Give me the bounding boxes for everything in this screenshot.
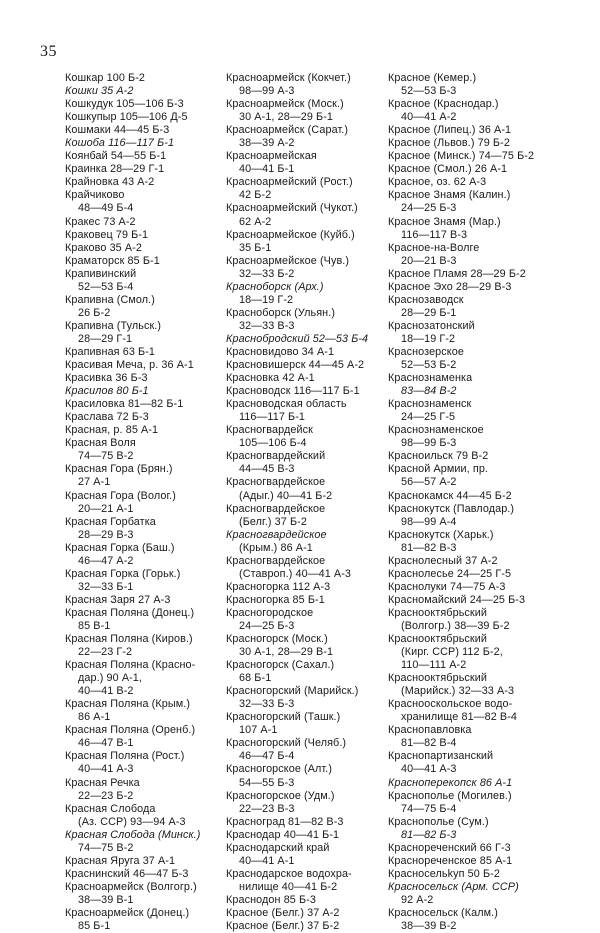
index-entry-continuation: (Волгогр.) 38—39 Б-2 (401, 619, 510, 632)
index-entry-continuation: (Аз. ССР) 93—94 А-3 (78, 815, 186, 828)
index-entry-continuation: 40—41 А-3 (401, 763, 457, 776)
index-entry-continuation: 32—33 В-3 (239, 319, 295, 332)
index-entry: Красноармейский (Рост.) (226, 176, 353, 189)
index-entry: Краснодарский край (226, 841, 330, 854)
index-entry: Краснореченское 85 А-1 (388, 854, 513, 867)
index-entry: Красное (Смол.) 26 А-1 (388, 163, 508, 176)
index-entry: Красноборск (Ульян.) (226, 306, 336, 319)
index-entry: Красная Слобода (65, 802, 156, 815)
index-entry-continuation: 48—49 Б-4 (78, 202, 134, 215)
index-entry: Краслава 72 Б-3 (65, 411, 149, 424)
index-entry-continuation: 30 А-1, 28—29 В-1 (239, 646, 334, 659)
index-entry: Краснолесный 37 А-2 (388, 554, 498, 567)
index-entry: Красногвардейское (226, 502, 326, 515)
index-entry: Красное Знамя (Мар.) (388, 215, 501, 228)
index-entry: Красная, р. 85 А-1 (65, 424, 159, 437)
index-entry: Красная Горка (Баш.) (65, 541, 175, 554)
index-entry: Красивая Меча, р. 36 А-1 (65, 359, 194, 372)
index-entry-continuation: 85 Б-1 (78, 920, 111, 933)
index-entry: Крапивная 63 Б-1 (65, 345, 156, 358)
index-entry: Краснополье (Сум.) (388, 815, 489, 828)
index-entry: Красное Пламя 28—29 Б-2 (388, 267, 526, 280)
index-entry: Красиловка 81—82 Б-1 (65, 398, 184, 411)
index-entry: Кошки 35 А-2 (65, 85, 134, 98)
index-entry-continuation: 98—99 А-4 (401, 515, 457, 528)
index-entry: Красноармейское (Чув.) (226, 254, 350, 267)
index-entry-continuation: 22—23 В-3 (239, 802, 295, 815)
index-entry: Красногорское (Удм.) (226, 789, 335, 802)
index-entry-continuation: 110—111 А-2 (401, 659, 467, 672)
index-entry: Красное (Белг.) 37 А-2 (226, 907, 340, 919)
index-entry: Кошкудук 105—106 Б-3 (65, 98, 184, 111)
index-entry: Красноармейск (Кокчет.) (226, 72, 351, 84)
index-entry-continuation: 32—33 Б-2 (239, 267, 295, 280)
index-entry: Краснодон 85 Б-3 (226, 893, 316, 906)
index-entry: Кошкупыр 105—106 Д-5 (65, 111, 188, 124)
index-entry: Красноводская область (226, 398, 347, 411)
index-entry: Краинка 28—29 Г-1 (65, 163, 165, 176)
index-entry: Краснозерское (388, 345, 464, 358)
index-entry: Красногвардейск (226, 424, 313, 437)
index-entry-continuation: 54—55 Б-3 (239, 776, 295, 789)
index-entry: Краковец 79 Б-1 (65, 228, 149, 241)
index-entry: Красноармейский (Чукот.) (226, 202, 358, 215)
index-entry-continuation: 98—99 А-3 (239, 85, 295, 98)
index-entry-continuation: 22—23 Г-2 (78, 646, 133, 659)
index-entry-continuation: (Крым.) 86 А-1 (239, 541, 313, 554)
index-entry: Красноармейское (Куйб.) (226, 228, 355, 241)
index-entry-continuation: 30 А-1, 28—29 Б-1 (239, 111, 334, 124)
index-entry: Краснореченский 66 Г-3 (388, 841, 511, 854)
index-entry: Красногвардейское (226, 528, 327, 541)
index-entry-continuation: 28—29 В-3 (78, 528, 134, 541)
index-entry-continuation: 85 В-1 (78, 619, 111, 632)
index-entry: Красногвардейское (226, 554, 326, 567)
index-entry: Красновка 42 А-1 (226, 372, 315, 385)
index-entry: Красногорка 112 А-3 (226, 580, 331, 593)
index-entry: Красная Слобода (Минск.) (65, 828, 201, 841)
index-entry: Красноармейск (Волгогр.) (65, 880, 197, 893)
index-entry: Красная Яруга 37 А-1 (65, 854, 176, 867)
index-entry: Краснозаводск (388, 293, 464, 306)
index-entry-continuation: 68 Б-1 (239, 672, 272, 685)
index-entry: Краснопартизанский (388, 750, 494, 763)
index-entry: Краснооктябрьский (388, 672, 488, 685)
index-entry-continuation: 46—47 Б-4 (239, 750, 295, 763)
index-entry: Красногорский (Ташк.) (226, 711, 341, 724)
index-entry: Краснобродский 52—53 Б-4 (226, 332, 369, 345)
index-entry: Краматорск 85 Б-1 (65, 254, 160, 267)
index-entry-continuation: 24—25 Г-5 (401, 411, 456, 424)
index-entry: Краснозатонский (388, 319, 475, 332)
index-entry: Кошмаки 44—45 Б-3 (65, 124, 170, 137)
index-entry: Красногорский (Марийск.) (226, 685, 359, 698)
index-entry-continuation: 20—21 В-3 (401, 254, 457, 267)
index-entry: Красная Поляна (Краснo- (65, 659, 196, 672)
index-entry-continuation: нилище 40—41 Б-2 (239, 880, 338, 893)
index-entry: Красное (Липец.) 36 А-1 (388, 124, 512, 137)
index-entry-continuation: дар.) 90 А-1, (78, 672, 143, 685)
index-entry: Красная Горбатка (65, 515, 156, 528)
index-entry-continuation: 18—19 Г-2 (239, 293, 294, 306)
index-entry-continuation: (Адыг.) 40—41 Б-2 (239, 489, 333, 502)
index-entry: Крайновка 43 А-2 (65, 176, 155, 189)
index-entry-continuation: 81—82 Б-3 (401, 828, 457, 841)
index-entry: Красноборск (Арх.) (226, 280, 324, 293)
index-entry: Краснознаменское (388, 424, 484, 437)
index-entry: Красная Речка (65, 776, 140, 789)
index-entry: Красногвардейский (226, 450, 326, 463)
index-entry: Краснооктябрьский (388, 633, 488, 646)
index-entry: Красногвардейское (226, 476, 326, 489)
index-entry: Кошкар 100 Б-2 (65, 72, 146, 84)
index-entry: Красноперекопск 86 А-1 (388, 776, 513, 789)
index-entry: Красногорск (Моск.) (226, 633, 328, 646)
index-entry-continuation: 32—33 Б-3 (239, 698, 295, 711)
index-entry-continuation: 46—47 В-1 (78, 737, 134, 750)
index-entry-continuation: 26 Б-2 (78, 306, 111, 319)
index-entry: Красноармейск (Сарат.) (226, 124, 349, 137)
index-entry: Красногорский (Челяб.) (226, 737, 347, 750)
index-entry-continuation: 52—53 Б-2 (401, 359, 457, 372)
index-entry-continuation: 27 А-1 (78, 476, 111, 489)
index-entry: Красномайский 24—25 Б-3 (388, 593, 526, 606)
index-entry: Краснолуки 74—75 А-3 (388, 580, 506, 593)
index-entry: Краснокутск (Харьк.) (388, 528, 494, 541)
index-entry: Красилов 80 Б-1 (65, 385, 149, 398)
index-entry-continuation: 40—41 А-2 (401, 111, 457, 124)
index-entry: Краснoильск 79 В-2 (388, 450, 489, 463)
index-entry: Крайчиково (65, 189, 125, 202)
index-entry-continuation: 56—57 А-2 (401, 476, 457, 489)
index-entry: Краснознаменск (388, 398, 472, 411)
index-entry: Красногорское (Алт.) (226, 763, 333, 776)
index-entry-continuation: 81—82 В-4 (401, 737, 457, 750)
index-entry: Кошоба 116—117 Б-1 (65, 137, 175, 150)
index-entry: Краснокутск (Павлодар.) (388, 502, 515, 515)
index-entry: Красное (Кемер.) (388, 72, 477, 84)
index-entry-continuation: 52—53 Б-3 (401, 85, 457, 98)
index-entry-continuation: (Белг.) 37 Б-2 (239, 515, 307, 528)
index-entry: Красная Гора (Брян.) (65, 463, 173, 476)
index-entry: Красногородское (226, 606, 314, 619)
index-entry-continuation: 74—75 Б-4 (401, 802, 457, 815)
index-entry: Краснознаменка (388, 372, 473, 385)
index-entry: Красносельkуп 50 Б-2 (388, 867, 500, 880)
index-entry: Краснодарское водохра- (226, 867, 352, 880)
index-entry: Краснинский 46—47 Б-3 (65, 867, 189, 880)
index-entry-continuation: 81—82 В-3 (401, 541, 457, 554)
index-entry: Красная Поляна (Крым.) (65, 698, 191, 711)
index-entry: Красноармейск (Моск.) (226, 98, 344, 111)
index-entry-continuation: 28—29 Г-1 (78, 332, 133, 345)
index-entry-continuation: 86 А-1 (78, 711, 111, 724)
index-entry: Краснопавловка (388, 724, 472, 737)
index-entry: Красное Эхо 28—29 В-3 (388, 280, 512, 293)
index-entry-continuation: 20—21 А-1 (78, 502, 134, 515)
index-entry-continuation: 40—41 А-3 (78, 763, 134, 776)
index-entry: Красногорка 85 Б-1 (226, 593, 325, 606)
index-entry: Красновишерск 44—45 А-2 (226, 359, 365, 372)
index-entry-continuation: 28—29 Б-1 (401, 306, 457, 319)
index-entry: Красное (Львов.) 79 Б-2 (388, 137, 510, 150)
index-entry-continuation: 107 А-1 (239, 724, 278, 737)
index-entry: Краснополье (Могилев.) (388, 789, 512, 802)
index-column-1 (65, 72, 200, 933)
index-entry: Красная Поляна (Рост.) (65, 750, 185, 763)
index-entry: Красная Гора (Волог.) (65, 489, 176, 502)
index-entry-continuation: 116—117 Б-1 (239, 411, 306, 424)
index-entry-continuation: 24—25 Б-3 (401, 202, 457, 215)
index-entry-continuation: 105—106 Б-4 (239, 437, 307, 450)
index-entry: Крапивна (Смол.) (65, 293, 155, 306)
index-entry: Красноармейск (Донец.) (65, 907, 190, 919)
index-entry-continuation: 38—39 В-1 (78, 893, 134, 906)
index-entry-continuation: 74—75 В-2 (78, 450, 134, 463)
index-entry-continuation: 52—53 Б-4 (78, 280, 134, 293)
index-entry: Крапивинский (65, 267, 137, 280)
index-entry: Красноводск 116—117 Б-1 (226, 385, 360, 398)
index-entry: Кракес 73 А-2 (65, 215, 136, 228)
index-entry-continuation: (Марийск.) 32—33 А-3 (401, 685, 515, 698)
index-entry: Краснооскольское водо- (388, 698, 513, 711)
index-entry: Краснодар 40—41 Б-1 (226, 828, 340, 841)
index-entry-continuation: 44—45 В-3 (239, 463, 295, 476)
index-column-3 (388, 72, 534, 933)
index-entry: Красное (Минск.) 74—75 Б-2 (388, 150, 535, 163)
index-entry: Красное (Белг.) 37 Б-2 (226, 920, 340, 933)
index-entry-continuation: хранилище 81—82 В-4 (401, 711, 518, 724)
index-entry: Краково 35 А-2 (65, 241, 142, 254)
index-entry: Коянбай 54—55 Б-1 (65, 150, 167, 163)
index-entry: Красное (Краснодар.) (388, 98, 499, 111)
index-entry-continuation: 74—75 В-2 (78, 841, 134, 854)
index-entry-continuation: 42 Б-2 (239, 189, 272, 202)
index-entry-continuation: 18—19 Г-2 (401, 332, 456, 345)
index-entry: Красная Горка (Горьк.) (65, 567, 181, 580)
index-entry-continuation: 40—41 В-2 (78, 685, 134, 698)
index-entry: Красноармейская (226, 150, 317, 163)
index-entry-continuation: 40—41 А-1 (239, 854, 295, 867)
index-entry-continuation: 46—47 А-2 (78, 554, 134, 567)
index-entry: Красная Поляна (Донец.) (65, 606, 195, 619)
index-entry-continuation: 22—23 Б-2 (78, 789, 134, 802)
index-entry-continuation: 62 А-2 (239, 215, 272, 228)
index-entry: Краснокамск 44—45 Б-2 (388, 489, 512, 502)
index-entry-continuation: 24—25 Б-3 (239, 619, 295, 632)
index-entry: Красная Поляна (Киров.) (65, 633, 193, 646)
index-entry: Красное-на-Волге (388, 241, 480, 254)
index-entry: Красная Поляна (Оренб.) (65, 724, 196, 737)
index-entry-continuation: 98—99 Б-3 (401, 437, 457, 450)
index-entry-continuation: 40—41 Б-1 (239, 163, 295, 176)
index-entry: Красносельск (Арм. ССР) (388, 880, 519, 893)
index-entry: Красивка 36 Б-3 (65, 372, 148, 385)
index-entry-continuation: 35 Б-1 (239, 241, 272, 254)
index-entry: Красногорск (Сахал.) (226, 659, 335, 672)
index-entry-continuation: (Ставроп.) 40—41 А-3 (239, 567, 352, 580)
index-entry-continuation: 38—39 А-2 (239, 137, 295, 150)
index-entry: Красная Заря 27 А-3 (65, 593, 171, 606)
index-entry-continuation: (Кирг. ССР) 112 Б-2, (401, 646, 503, 659)
index-entry: Красная Воля (65, 437, 136, 450)
index-entry: Краснолесье 24—25 Г-5 (388, 567, 512, 580)
index-entry: Красноград 81—82 В-3 (226, 815, 344, 828)
index-entry: Красной Армии, пр. (388, 463, 489, 476)
page-number: 35 (40, 43, 57, 60)
index-entry: Красное, оз. 62 А-3 (388, 176, 487, 189)
index-entry-continuation: 83—84 В-2 (401, 385, 457, 398)
index-column-2 (226, 72, 368, 933)
index-entry: Красновидово 34 А-1 (226, 345, 335, 358)
index-entry-continuation: 38—39 В-2 (401, 920, 457, 933)
index-entry-continuation: 116—117 В-3 (401, 228, 468, 241)
index-entry: Краснооктябрьский (388, 606, 488, 619)
index-entry-continuation: 32—33 Б-1 (78, 580, 134, 593)
index-entry: Красносельск (Калм.) (388, 907, 498, 919)
index-entry-continuation: 92 А-2 (401, 893, 434, 906)
index-entry: Красное Знамя (Калин.) (388, 189, 511, 202)
index-entry: Крапивна (Тульск.) (65, 319, 162, 332)
